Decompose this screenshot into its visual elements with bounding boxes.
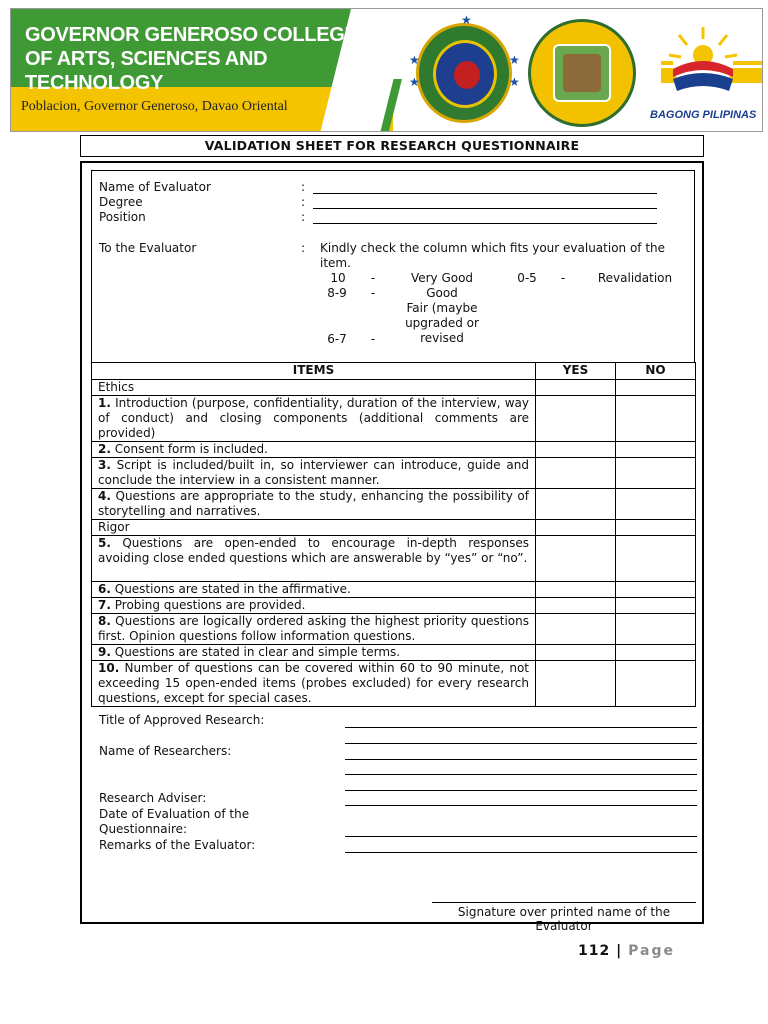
item-number: 1. — [98, 396, 111, 410]
star-icon: ★ — [509, 75, 520, 89]
table-row — [92, 661, 696, 707]
colon: : — [301, 195, 306, 209]
rating-dash: - — [560, 271, 566, 285]
remarks-field[interactable] — [345, 852, 697, 853]
yes-checkbox[interactable] — [536, 489, 616, 520]
no-checkbox[interactable] — [616, 458, 696, 489]
table-row — [92, 396, 696, 442]
yes-checkbox[interactable] — [536, 661, 616, 707]
rating-desc-very-good: Very Good — [410, 271, 474, 285]
rating-dash: - — [370, 332, 376, 346]
no-checkbox[interactable] — [616, 614, 696, 645]
page-label: Page — [628, 943, 675, 959]
rating-desc-revalidation: Revalidation — [597, 271, 673, 285]
date-of-evaluation-label-2: Questionnaire: — [99, 822, 188, 836]
section-rigor: Rigor — [92, 520, 536, 536]
evaluator-instruction: Kindly check the column which fits your evaluation of the item. — [320, 241, 666, 270]
rating-desc-fair: Fair (maybe upgraded or revised — [405, 301, 479, 345]
no-checkbox[interactable] — [616, 489, 696, 520]
item-number: 3. — [98, 458, 111, 472]
table-row — [92, 536, 696, 582]
rating-score-8-9: 8-9 — [327, 286, 347, 300]
name-of-researchers-label: Name of Researchers: — [99, 744, 232, 758]
document-title: VALIDATION SHEET FOR RESEARCH QUESTIONNAIRE — [80, 135, 704, 157]
item-text: Script is included/built in, so interviewer can introduce, guide and conclude the interview in a consistent manner. — [98, 458, 529, 487]
table-row — [92, 614, 696, 645]
rating-dash: - — [370, 286, 376, 300]
date-of-evaluation-label: Date of Evaluation of the — [99, 807, 250, 821]
yes-cell — [536, 380, 616, 396]
position-label: Position — [99, 210, 146, 224]
signature-field[interactable] — [432, 902, 696, 903]
colon: : — [301, 241, 306, 255]
item-number: 6. — [98, 582, 111, 596]
remarks-label: Remarks of the Evaluator: — [99, 838, 256, 852]
rating-score-10: 10 — [330, 271, 346, 285]
yes-checkbox[interactable] — [536, 598, 616, 614]
no-checkbox[interactable] — [616, 582, 696, 598]
item-text: Consent form is included. — [114, 442, 268, 456]
date-of-evaluation-field[interactable] — [345, 836, 697, 837]
section-row-ethics — [92, 380, 696, 396]
yes-checkbox[interactable] — [536, 396, 616, 442]
signature-label: Signature over printed name of the Evaluator — [457, 905, 671, 933]
item-number: 7. — [98, 598, 111, 612]
municipality-seal-icon — [528, 19, 636, 127]
yes-checkbox[interactable] — [536, 536, 616, 582]
no-checkbox[interactable] — [616, 645, 696, 661]
name-of-researchers-field[interactable] — [345, 759, 697, 760]
page-number-value: 112 — [578, 943, 611, 959]
table-row — [92, 442, 696, 458]
position-field[interactable] — [313, 223, 657, 224]
section-row-rigor — [92, 520, 696, 536]
header-banner — [10, 8, 763, 132]
item-text: Probing questions are provided. — [114, 598, 306, 612]
name-of-evaluator-field[interactable] — [313, 193, 657, 194]
rating-score-0-5: 0-5 — [517, 271, 537, 285]
rating-score-6-7: 6-7 — [327, 332, 347, 346]
no-cell — [616, 380, 696, 396]
section-ethics: Ethics — [92, 380, 536, 396]
no-checkbox[interactable] — [616, 598, 696, 614]
item-text: Questions are open-ended to encourage in-depth responses avoiding close ended questions which are answerable by “yes” or “no”. — [98, 536, 529, 565]
yes-checkbox[interactable] — [536, 582, 616, 598]
item-number: 4. — [98, 489, 111, 503]
yes-checkbox[interactable] — [536, 614, 616, 645]
table-header-row — [92, 363, 696, 380]
star-icon: ★ — [409, 75, 420, 89]
no-checkbox[interactable] — [616, 442, 696, 458]
yes-checkbox[interactable] — [536, 645, 616, 661]
items-header: ITEMS — [92, 363, 536, 380]
item-text: Questions are stated in clear and simple terms. — [114, 645, 401, 659]
title-of-approved-research-field-2[interactable] — [345, 743, 697, 744]
no-header: NO — [616, 363, 696, 380]
item-number: 5. — [98, 536, 111, 550]
no-cell — [616, 520, 696, 536]
yes-header: YES — [536, 363, 616, 380]
degree-field[interactable] — [313, 208, 657, 209]
rating-desc-good: Good — [426, 286, 458, 300]
page-separator: | — [616, 943, 623, 959]
table-row — [92, 458, 696, 489]
colon: : — [301, 180, 306, 194]
item-text: Questions are stated in the affirmative. — [114, 582, 351, 596]
item-number: 10. — [98, 661, 120, 675]
star-icon: ★ — [409, 53, 420, 67]
item-number: 2. — [98, 442, 111, 456]
item-number: 9. — [98, 645, 111, 659]
item-text: Questions are appropriate to the study, enhancing the possibility of storytelling and narratives. — [98, 489, 529, 518]
bagong-pilipinas-text: BAGONG PILIPINAS — [650, 109, 757, 121]
star-icon: ★ — [509, 53, 520, 67]
research-adviser-label: Research Adviser: — [99, 791, 207, 805]
name-of-evaluator-label: Name of Evaluator — [99, 180, 211, 194]
no-checkbox[interactable] — [616, 536, 696, 582]
item-text: Number of questions can be covered within 60 to 90 minute, not exceeding 15 open-ended items (probes excluded) for every research questions, except for special cases. — [98, 661, 529, 705]
yes-checkbox[interactable] — [536, 442, 616, 458]
yes-checkbox[interactable] — [536, 458, 616, 489]
table-row — [92, 582, 696, 598]
yes-cell — [536, 520, 616, 536]
college-seal-icon — [416, 23, 512, 123]
college-name: GOVERNOR GENEROSO COLLEGE OF ARTS, SCIENCES AND TECHNOLOGY — [25, 24, 358, 94]
rating-dash: - — [370, 271, 376, 285]
no-checkbox[interactable] — [616, 661, 696, 707]
no-checkbox[interactable] — [616, 396, 696, 442]
name-of-researchers-field-3[interactable] — [345, 790, 697, 791]
research-adviser-field[interactable] — [345, 805, 697, 806]
items-table — [91, 362, 696, 707]
validation-form — [80, 161, 704, 933]
college-address: Poblacion, Governor Generoso, Davao Oriental — [21, 99, 288, 114]
evaluator-info-section — [91, 170, 695, 363]
table-row — [92, 598, 696, 614]
table-row — [92, 489, 696, 520]
item-text: Questions are logically ordered asking the highest priority questions first. Opinion questions follow information questions. — [98, 614, 529, 643]
title-of-approved-research-field[interactable] — [345, 727, 697, 728]
item-number: 8. — [98, 614, 111, 628]
colon: : — [301, 210, 306, 224]
star-icon: ★ — [461, 13, 472, 27]
name-of-researchers-field-2[interactable] — [345, 774, 697, 775]
page-number — [578, 943, 675, 959]
degree-label: Degree — [99, 195, 143, 209]
item-text: Introduction (purpose, confidentiality, duration of the interview, way of conduct) and closing components (additional comments are provided) — [98, 396, 529, 440]
table-row — [92, 645, 696, 661]
title-of-approved-research-label: Title of Approved Research: — [99, 713, 265, 727]
bagong-pilipinas-logo-icon — [663, 23, 743, 103]
to-the-evaluator-label: To the Evaluator — [99, 241, 197, 255]
